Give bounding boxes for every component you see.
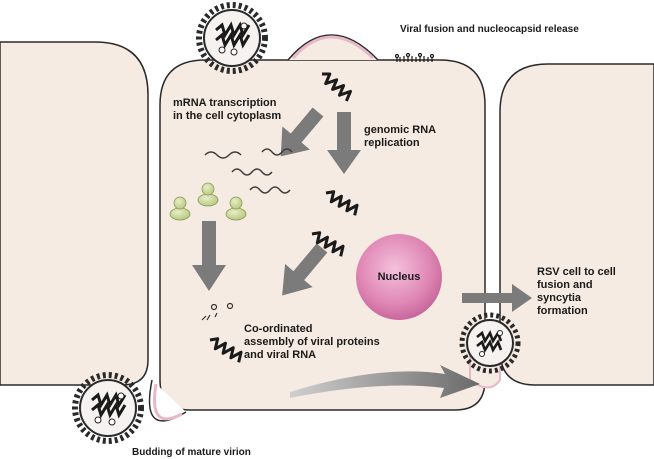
label-viral-fusion: Viral fusion and nucleocapsid release [400,24,579,35]
label-genomic-replication: genomic RNA replication [364,124,437,149]
left-neighbor-cell [0,42,148,385]
fusion-pocket [288,35,378,60]
label-budding: Budding of mature virion [132,447,251,458]
label-nucleus: Nucleus [377,271,421,283]
label-rsv-fusion: RSV cell to cell fusion and syncytia formation [537,266,616,317]
label-mrna-transcription: mRNA transcription in the cell cytoplasm [173,97,282,122]
label-assembly: Co-ordinated assembly of viral proteins and viral RNA [244,323,380,361]
right-neighbor-cell [500,64,654,385]
